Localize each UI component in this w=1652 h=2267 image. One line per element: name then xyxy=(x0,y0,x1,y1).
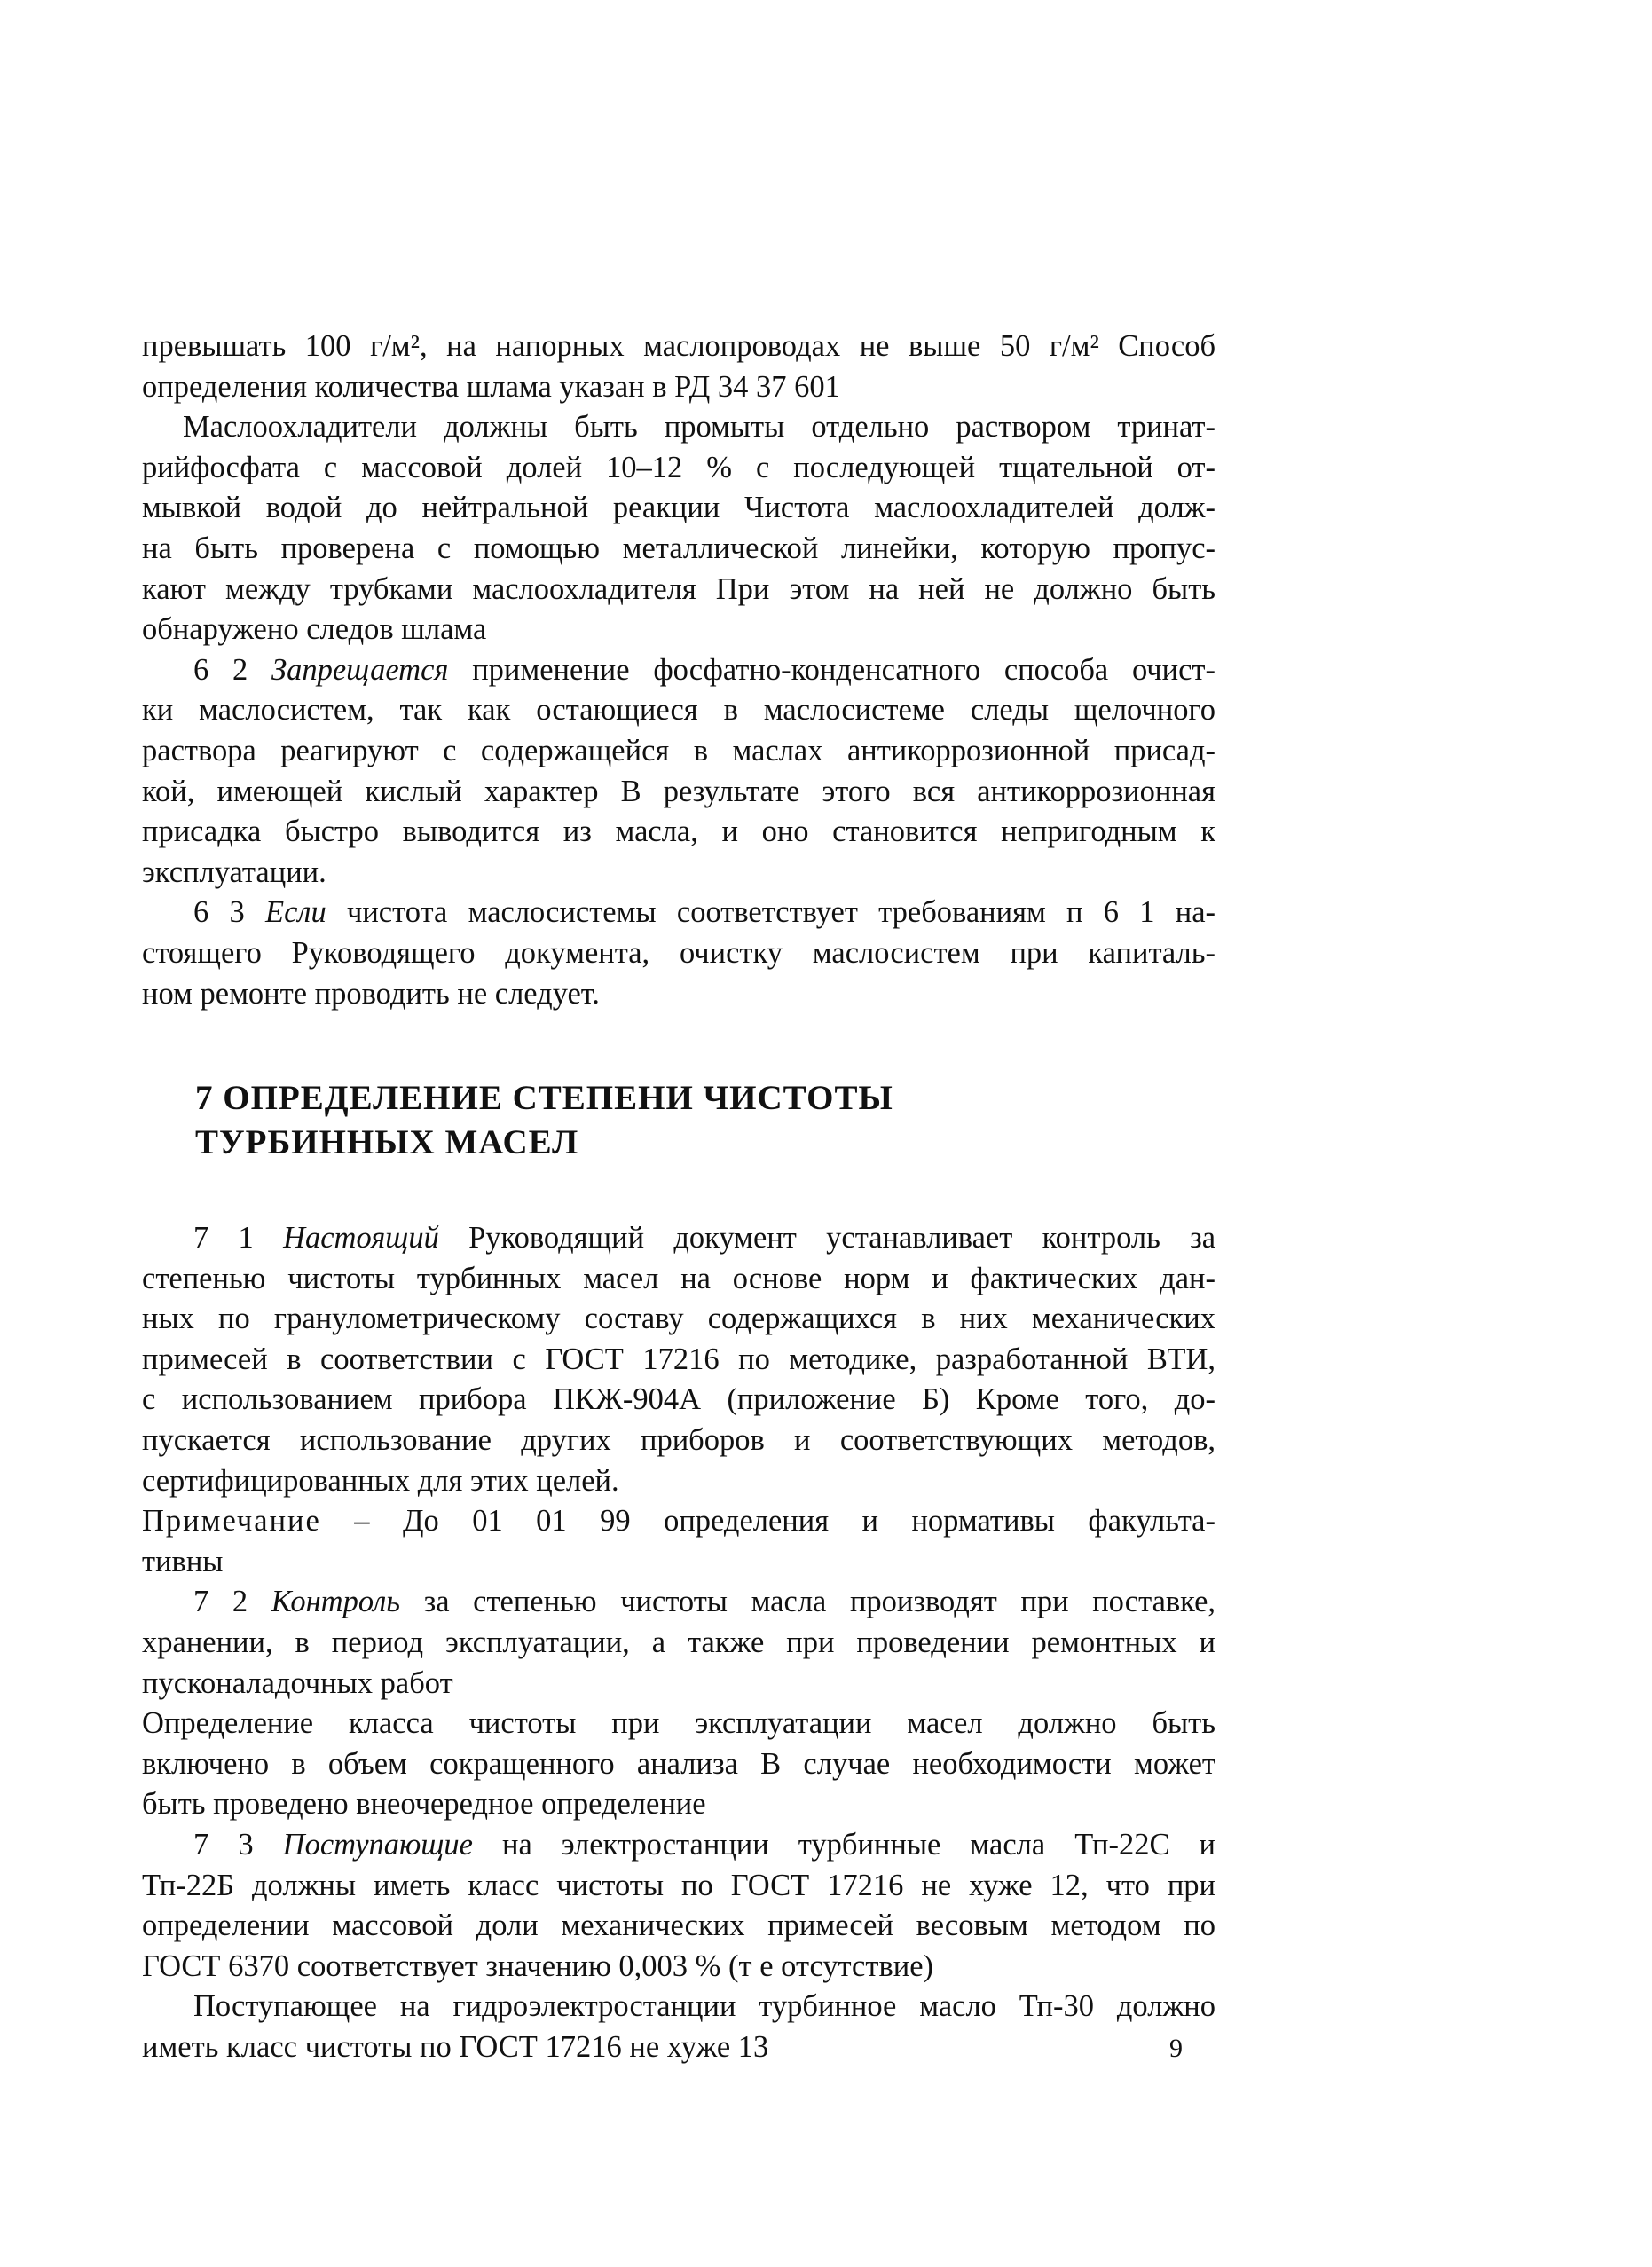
text-line: присадка быстро выводится из масла, и оно становится непригодным к xyxy=(142,815,1215,849)
clause-lead-word: Запрещается xyxy=(271,652,449,687)
clause-number: 6 3 xyxy=(193,895,245,930)
heading-line: ТУРБИННЫХ МАСЕЛ xyxy=(195,1123,579,1162)
note-paragraph xyxy=(142,1501,1215,1582)
text-line: рийфосфата с массовой долей 10–12 % с последующей тщательной от- xyxy=(142,450,1215,484)
paragraph-7-3 xyxy=(142,1825,1215,1987)
paragraph-hydro-oil xyxy=(142,1987,1215,2067)
paragraph-class-determination xyxy=(142,1704,1215,1825)
text-line: примесей в соответствии с ГОСТ 17216 по методике, разработанной ВТИ, xyxy=(142,1342,1215,1376)
text-line: Определение класса чистоты при эксплуатации масел должно быть xyxy=(142,1706,1215,1741)
clause-number: 7 3 xyxy=(193,1828,254,1862)
clause-lead-word: Контроль xyxy=(271,1585,400,1619)
text-line: Тп-22Б должны иметь класс чистоты по ГОСТ 17216 не хуже 12, что при xyxy=(142,1868,1215,1902)
clause-text: применение фосфатно-конденсатного способа очист- xyxy=(472,652,1215,687)
clause-text: Руководящий документ устанавливает контроль за xyxy=(468,1221,1216,1256)
paragraph-oil-coolers xyxy=(142,407,1215,650)
clause-lead-word: Настоящий xyxy=(283,1221,439,1256)
text-line: ГОСТ 6370 соответствует значению 0,003 % (т е отсутствие) xyxy=(142,1948,933,1983)
text-line: стоящего Руководящего документа, очистку маслосистем при капиталь- xyxy=(142,935,1215,970)
note-label: Примечание xyxy=(142,1504,321,1539)
paragraph-7-1 xyxy=(142,1218,1215,1501)
text-line: кой, имеющей кислый характер В результате этого вся антикоррозионная xyxy=(142,774,1215,808)
text-line: определения количества шлама указан в РД 34 37 601 xyxy=(142,369,840,404)
text-line: определении массовой доли механических примесей весовым методом по xyxy=(142,1909,1215,1943)
text-line: эксплуатации. xyxy=(142,854,326,889)
text-line: ном ремонте проводить не следует. xyxy=(142,976,600,1011)
text-line: с использованием прибора ПКЖ-904А (приложение Б) Кроме того, до- xyxy=(142,1382,1215,1417)
text-line: Маслоохладители должны быть промыты отдельно раствором тринат- xyxy=(183,410,1215,445)
paragraph-6-3 xyxy=(142,893,1215,1014)
text-line: кают между трубками маслоохладителя При этом на ней не должно быть xyxy=(142,571,1215,606)
text-line: пусконаладочных работ xyxy=(142,1665,453,1700)
clause-number: 6 2 xyxy=(193,652,248,687)
text-line: обнаружено следов шлама xyxy=(142,612,487,647)
text-line: степенью чистоты турбинных масел на основе норм и фактических дан- xyxy=(142,1261,1215,1295)
text-line: иметь класс чистоты по ГОСТ 17216 не хуже 13 xyxy=(142,2029,769,2064)
paragraph-7-2 xyxy=(142,1582,1215,1704)
clause-text: на электростанции турбинные масла Тп-22С и xyxy=(502,1828,1216,1862)
clause-lead-word: Если xyxy=(265,895,326,930)
heading-line: 7 ОПРЕДЕЛЕНИЕ СТЕПЕНИ ЧИСТОТЫ xyxy=(195,1079,893,1118)
document-page xyxy=(142,327,1215,2068)
paragraph-6-2 xyxy=(142,650,1215,893)
text-line: превышать 100 г/м², на напорных маслопроводах не выше 50 г/м² Способ xyxy=(142,329,1215,363)
paragraph-sludge-limits xyxy=(142,327,1215,407)
text-line: ных по гранулометрическому составу содержащихся в них механических xyxy=(142,1302,1215,1336)
clause-number: 7 1 xyxy=(193,1221,254,1256)
text-line: тивны xyxy=(142,1544,224,1578)
text-line: раствора реагируют с содержащейся в маслах антикоррозионной присад- xyxy=(142,733,1215,767)
text-line: мывкой водой до нейтральной реакции Чистота маслоохладителей долж- xyxy=(142,491,1215,525)
text-line: включено в объем сокращенного анализа В случае необходимости может xyxy=(142,1746,1215,1781)
text-line: хранении, в период эксплуатации, а также при проведении ремонтных и xyxy=(142,1625,1215,1660)
text-line xyxy=(142,1582,1215,1623)
text-line xyxy=(142,1501,1215,1542)
text-line: сертифицированных для этих целей. xyxy=(142,1463,619,1498)
clause-text: чистота маслосистемы соответствует требованиям п 6 1 на- xyxy=(346,895,1216,930)
text-line xyxy=(142,1825,1215,1866)
text-line: ки маслосистем, так как остающиеся в маслосистеме следы щелочного xyxy=(142,693,1215,728)
clause-number: 7 2 xyxy=(193,1585,248,1619)
text-line: на быть проверена с помощью металлической линейки, которую пропус- xyxy=(142,531,1215,565)
text-line xyxy=(142,650,1215,691)
text-line: пускается использование других приборов и соответствующих методов, xyxy=(142,1423,1215,1458)
text-line: быть проведено внеочередное определение xyxy=(142,1787,706,1822)
section-heading-7 xyxy=(142,1076,1215,1165)
text-line xyxy=(142,1218,1215,1259)
page-number: 9 xyxy=(1169,2034,1183,2063)
text-line: Поступающее на гидроэлектростанции турбинное масло Тп-30 должно xyxy=(193,1989,1215,2024)
note-text: – До 01 01 99 определения и нормативы факульта- xyxy=(354,1504,1215,1539)
text-line xyxy=(142,893,1215,933)
clause-text: за степенью чистоты масла производят при поставке, xyxy=(423,1585,1216,1619)
clause-lead-word: Поступающие xyxy=(282,1828,473,1862)
